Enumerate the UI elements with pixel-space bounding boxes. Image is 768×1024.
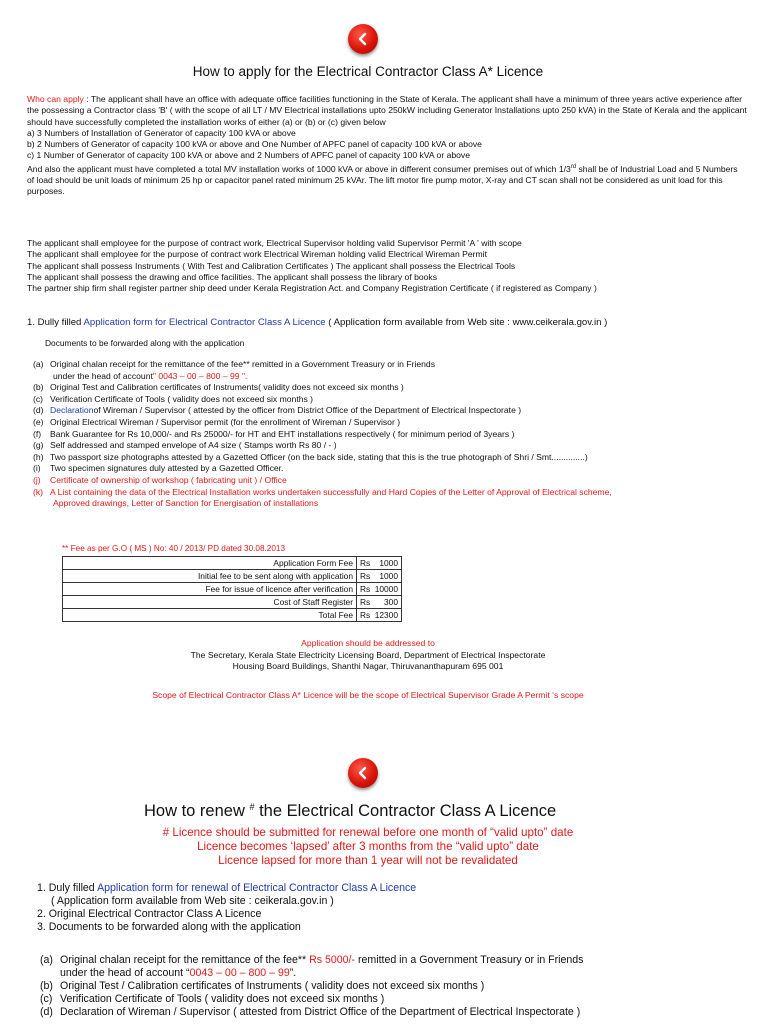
fee-currency: Rs [360,583,371,594]
fee-amount: 1000 [379,570,398,581]
renewal-step-2: 2. Original Electrical Contractor Class A Licence [37,908,262,920]
fee-description: Fee for issue of licence after verification [63,583,357,596]
requirement-supervisor: The applicant shall employee for the purpose of contract work, Electrical Supervisor holding valid Supervisor Permit 'A ' with scope [27,238,522,248]
renewal-notes [0,826,736,868]
fee-amount-cell [357,609,402,622]
eligibility-paragraph [27,94,747,128]
doc-item-i: (i) Two specimen signatures duly attested by a Gazetted Officer. [33,463,284,474]
fee-table-row [63,583,402,596]
step-application-form: 1. Dully filled Application form for Electrical Contractor Class A Licence ( Application form available from Web site : www.ceikerala.gov.in ) [27,317,608,328]
option-a: a) 3 Numbers of Installation of Generator of capacity 100 kVA or above [27,127,296,138]
doc-item-e: (e) Original Electrical Wireman / Supervisor permit (for the enrollment of Wireman / Supervisor ) [33,416,401,427]
doc-item-f: (f) Bank Guarantee for Rs 10,000/- and Rs 25000/- for HT and EHT installations respectively ( for minimum period of 3years ) [33,428,515,439]
fee-amount: 12300 [374,609,398,620]
fee-description: Application Form Fee [63,557,357,570]
chevron-left-icon [356,766,370,780]
documents-note: Documents to be forwarded along with the application [45,338,245,348]
fee-currency: Rs [360,609,371,620]
requirement-wireman: The applicant shall employee for the purpose of contract work Electrical Wireman holding valid Electrical Wireman Permit [27,249,487,260]
renewal-steps [37,882,416,934]
fee-amount-cell [357,570,402,583]
doc-item-k-continued: Approved drawings, Letter of Sanction for Energisation of installations [53,498,319,509]
renewal-doc-d: (d) Declaration of Wireman / Supervisor ( attested from District Office of the Department of Electrical Inspectorate ) [40,1006,581,1018]
fee-currency: Rs [360,596,371,607]
fee-table-row [63,609,402,622]
renewal-note-1: # Licence should be submitted for renewal before one month of “valid upto” date [162,826,574,839]
renewal-doc-a-account: under the head of account “ 0043 – 00 – 800 – 99 ”. [60,967,297,979]
eligibility-section [27,94,747,198]
fee-amount: 10000 [374,583,398,594]
fee-note: ** Fee as per G.O ( MS ) No: 40 / 2013/ PD dated 30.08.2013 [62,544,286,553]
scope-note: Scope of Electrical Contractor Class A* Licence will be the scope of Electrical Supervisor Grade A Permit ‘s scope [152,690,584,700]
requirement-office: The applicant shall possess the drawing and office facilities. The applicant shall possess the library of books [27,271,438,282]
renewal-doc-c: (c) Verification Certificate of Tools ( validity does not exceed six months ) [40,993,385,1005]
fee-amount-cell [357,557,402,570]
doc-item-d: (d) Declaration of Wireman / Supervisor ( attested by the officer from District Office of the Department of Electrical Inspectorate ) [33,405,522,416]
fee-description: Initial fee to be sent along with application [63,570,357,583]
address-line-1: The Secretary, Kerala State Electricity Licensing Board, Department of Electrical Inspectorate [190,649,546,660]
address-block [0,638,736,673]
option-c: c) 1 Number of Generator of capacity 100 kVA or above and 2 Numbers of APFC panel of capacity 100 kVA or above [27,150,470,161]
renewal-doc-b: (b) Original Test / Calibration certificates of Instruments ( validity does not exceed six months ) [40,980,485,992]
doc-item-a: (a) Original chalan receipt for the remittance of the fee** remitted in a Government Treasury or in Friends [33,359,435,369]
renewal-step-3: 3. Documents to be forwarded along with the application [37,921,301,933]
apply-title: How to apply for the Electrical Contractor Class A* Licence [192,64,544,79]
fee-table-row [63,596,402,609]
renewal-step-1: 1. Duly filled Application form for renewal of Electrical Contractor Class A Licence [37,882,417,894]
renewal-form-link[interactable]: Application form for renewal of Electrical Contractor Class A Licence [97,882,417,894]
fee-table-body [63,557,402,622]
documents-list [33,359,733,510]
address-line-2: Housing Board Buildings, Shanthi Nagar, Thiruvananthapuram 695 001 [232,661,504,671]
mv-installation-paragraph: And also the applicant must have completed a total MV installation works of 1000 kVA or above in different consumer premises out of which 1/3rd shall be of Industrial Load and 5 Numbers of load should be unit loads of minimum 25 hp or capacitor panel rated minimum 25 kVAr. The lift motor fire pump motor, X-ray and CT scan shall not be considered as unit load for this purposes. [27,163,738,197]
renewal-documents-list [40,954,583,1019]
who-can-apply-label: Who can apply [27,94,84,104]
renewal-note-2: Licence becomes ‘lapsed’ after 3 months from the “valid upto” date [197,840,539,853]
fee-amount-cell [357,583,402,596]
renewal-note-3: Licence lapsed for more than 1 year will not be revalidated [218,854,518,867]
who-can-apply-text: : The applicant shall have an office with adequate office facilities functioning in the State of Kerala. The applicant shall have a minimum of three years active experience after the possessing a Contractor class 'B' ( with the scope of all LT / MV Electrical installations upto 250kW including Generator Installations upto 250 kVA) in the State of Kerala and the applicant should have successfully completed the installation works of either (a) or (b) or (c) given below [27,94,747,127]
fee-table-row [63,570,402,583]
fee-currency: Rs [360,557,371,568]
fee-table [62,556,402,622]
back-button[interactable] [348,24,378,54]
doc-item-h: (h) Two passport size photographs attested by a Gazetted Officer (on the back side, stating that this is the true photograph of Shri / Smt..............) [33,451,588,462]
doc-item-b: (b) Original Test and Calibration certificates of Instruments( validity does not exceed six months ) [33,382,404,393]
address-heading: Application should be addressed to [301,638,435,648]
fee-currency: Rs [360,570,371,581]
declaration-link[interactable]: Declaration [50,405,94,416]
fee-amount: 300 [384,596,398,607]
fee-description: Cost of Staff Register [63,596,357,609]
chevron-left-icon [356,32,370,46]
requirements-list [27,238,747,294]
doc-item-g: (g) Self addressed and stamped envelope of A4 size ( Stamps worth Rs 80 / - ) [33,440,337,451]
doc-item-a-account: under the head of account " 0043 – 00 – 800 – 99 ". [53,370,248,381]
requirement-registration: The partner ship firm shall register partner ship deed under Kerala Registration Act. and Company Registration Certificate ( if registered as Company ) [27,283,597,294]
renewal-step-1-note: ( Application form available from Web site : ceikerala.gov.in ) [51,895,334,907]
renew-title: How to renew # the Electrical Contractor Class A Licence [144,802,557,820]
renewal-doc-a: (a) Original chalan receipt for the remittance of the fee** Rs 5000/- remitted in a Government Treasury or in Friends [40,954,584,966]
fee-amount-cell [357,596,402,609]
requirement-instruments: The applicant shall possess Instruments ( With Test and Calibration Certificates ) The applicant shall possess the Electrical Tools [27,260,516,271]
fee-amount: 1000 [379,557,398,568]
option-b: b) 2 Numbers of Generator of capacity 100 kVA or above and One Number of APFC panel of capacity 100 kVA or above [27,139,482,150]
fee-table-row [63,557,402,570]
doc-item-c: (c) Verification Certificate of Tools ( validity does not exceed six months ) [33,393,314,404]
fee-description: Total Fee [63,609,357,622]
doc-item-j: (j) Certificate of ownership of workshop ( fabricating unit ) / Office [33,474,287,485]
doc-item-k: (k) A List containing the data of the Electrical Installation works undertaken successfully and Hard Copies of the Letter of Approval of Electrical scheme, [33,486,612,497]
application-form-link[interactable]: Application form for Electrical Contractor Class A Licence [83,317,326,328]
back-button-2[interactable] [348,758,378,788]
